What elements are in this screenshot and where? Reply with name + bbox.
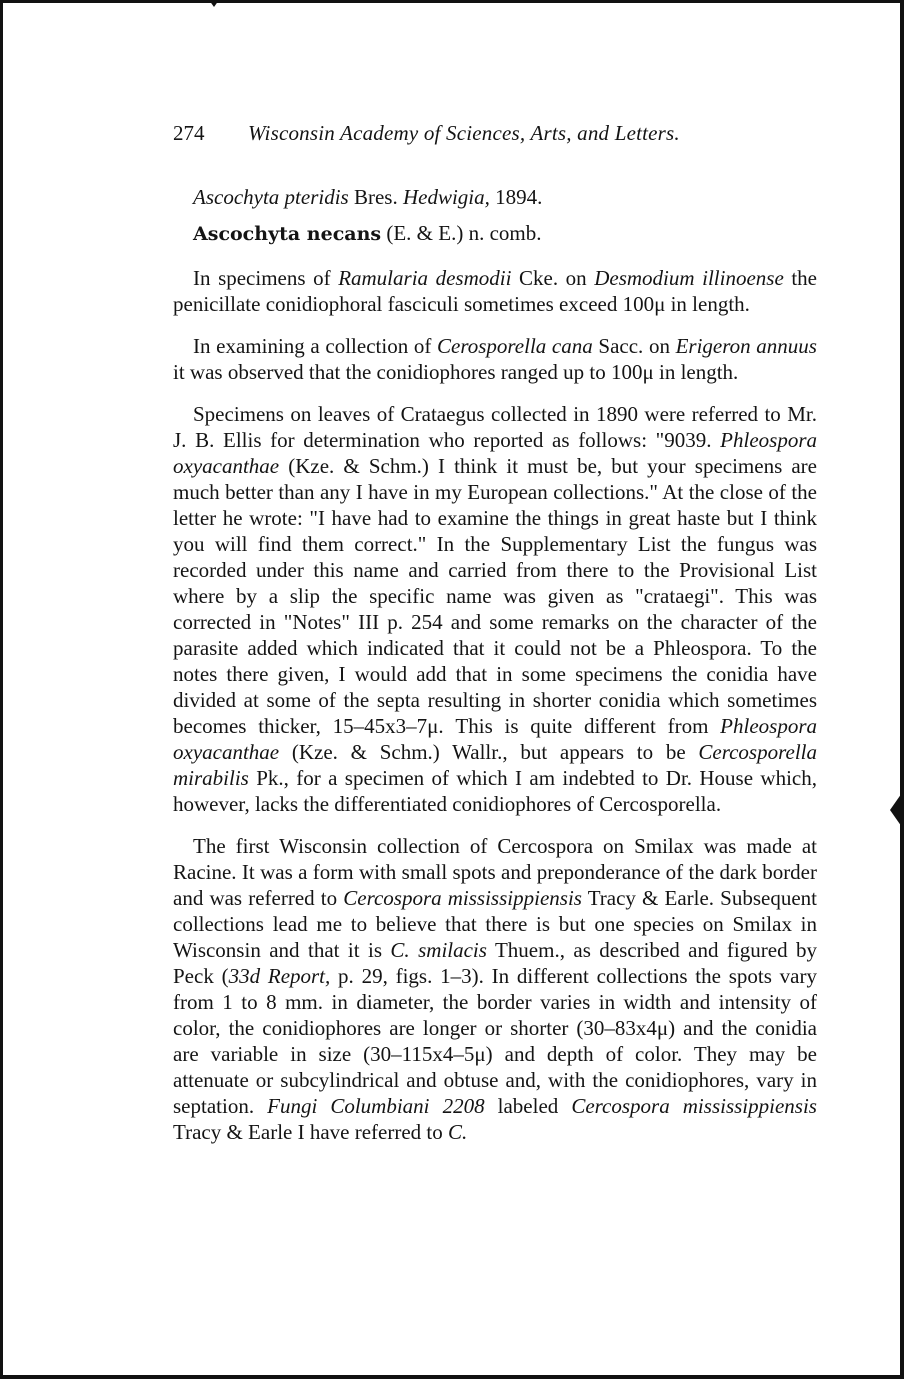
text-run: it was observed that the conidiophores ranged up to 100μ in length. — [173, 360, 739, 384]
species-name: Ascochyta pteridis — [193, 185, 349, 209]
text-run: Specimens on leaves of Crataegus collected in 1890 were referred to Mr. J. B. Ellis for determination who reported as follows: "9039. — [173, 402, 817, 452]
scan-border-left — [0, 0, 3, 1379]
running-head — [173, 118, 817, 148]
taxon-italic: Desmodium illinoense — [594, 266, 784, 290]
scan-edge-mark — [890, 790, 904, 830]
journal-title: Wisconsin Academy of Sciences, Arts, and Letters. — [248, 121, 680, 145]
scan-border-top — [0, 0, 904, 3]
text-run: The first Wisconsin collection of Cercospora on Smilax was made at Racine. It was a form with small spots and preponderance of the dark border and was referred to — [173, 834, 817, 910]
text-run: Thuem., as described and figured by Peck ( — [173, 938, 817, 988]
citation-italic: Fungi Columbiani 2208 — [267, 1094, 485, 1118]
species-name-bold: Ascochyta necans — [193, 223, 382, 245]
page-number: 274 — [173, 121, 205, 145]
paragraph-cercospora-smilax — [173, 833, 817, 1145]
species-author: Bres. — [348, 185, 403, 209]
text-run: Tracy & Earle. Subsequent collections lead me to believe that there is but one species on Smilax in Wisconsin and that it is — [173, 886, 817, 962]
taxon-italic: Cerosporella cana — [437, 334, 593, 358]
text-run: In examining a collection of — [193, 334, 437, 358]
taxon-italic: Phleospora oxyacanthae — [173, 714, 817, 764]
species-combination: (E. & E.) n. comb. — [381, 221, 542, 245]
citation-italic: 33d Report, — [228, 964, 331, 988]
scan-tick-mark — [209, 0, 219, 7]
paragraph-crataegus — [173, 401, 817, 817]
taxon-italic: C. smilacis — [390, 938, 487, 962]
page-body — [173, 118, 817, 1161]
text-run: (Kze. & Schm.) Wallr., but appears to be — [279, 740, 699, 764]
taxon-italic: C. — [448, 1120, 468, 1144]
text-run: Cke. on — [511, 266, 595, 290]
paragraph-cerosporella — [173, 333, 817, 385]
reference-title: Hedwigia, — [402, 185, 490, 209]
taxon-italic: Ramularia desmodii — [338, 266, 512, 290]
taxon-italic: Cercospora mississippiensis — [343, 886, 582, 910]
taxon-italic: Cercospora mississippiensis — [571, 1094, 817, 1118]
taxon-italic: Cercosporella mirabilis — [173, 740, 817, 790]
text-run: p. 29, figs. 1–3). In different collections the spots vary from 1 to 8 mm. in diameter, the border varies in width and intensity of color, the conidiophores are longer or shorter (30–83x4μ) and the conidia are variable in size (30–115x4–5μ) and depth of color. They may be attenuate or subcylindrical and obtuse and, with the conidiophores, vary in septation. — [173, 964, 817, 1118]
text-run: (Kze. & Schm.) I think it must be, but your specimens are much better than any I have in my European collections." At the close of the letter he wrote: "I have had to examine the things in great haste but I think you will find them correct." In the Supplementary List the fungus was recorded under this name and carried from there to the Provisional List where by a slip the specific name was given as "crataegi". This was corrected in "Notes" III p. 254 and some remarks on the character of the parasite added which indicated that it could not be a Phleospora. To the notes there given, I would add that in some specimens the conidia have divided at some of the septa resulting in shorter conidia which sometimes becomes thicker, 15–45x3–7μ. This is quite different from — [173, 454, 817, 738]
taxon-italic: Erigeron annuus — [675, 334, 817, 358]
paragraph-ramularia — [173, 265, 817, 317]
species-entry-ascochyta-necans — [193, 220, 817, 247]
text-run: labeled — [484, 1094, 572, 1118]
species-entry-ascochyta-pteridis — [193, 184, 817, 210]
text-run: the penicillate conidiophoral fasciculi sometimes exceed 100μ in length. — [173, 266, 818, 316]
taxon-italic: Phleospora oxyacanthae — [173, 428, 817, 478]
scan-border-bottom — [0, 1375, 904, 1379]
text-run: Sacc. on — [592, 334, 676, 358]
reference-year: 1894. — [489, 185, 543, 209]
scan-border-right — [900, 0, 904, 1379]
text-run: Tracy & Earle I have referred to — [173, 1120, 449, 1144]
text-run: In specimens of — [193, 266, 339, 290]
text-run: Pk., for a specimen of which I am indebted to Dr. House which, however, lacks the differentiated conidiophores of Cercosporella. — [173, 766, 817, 816]
